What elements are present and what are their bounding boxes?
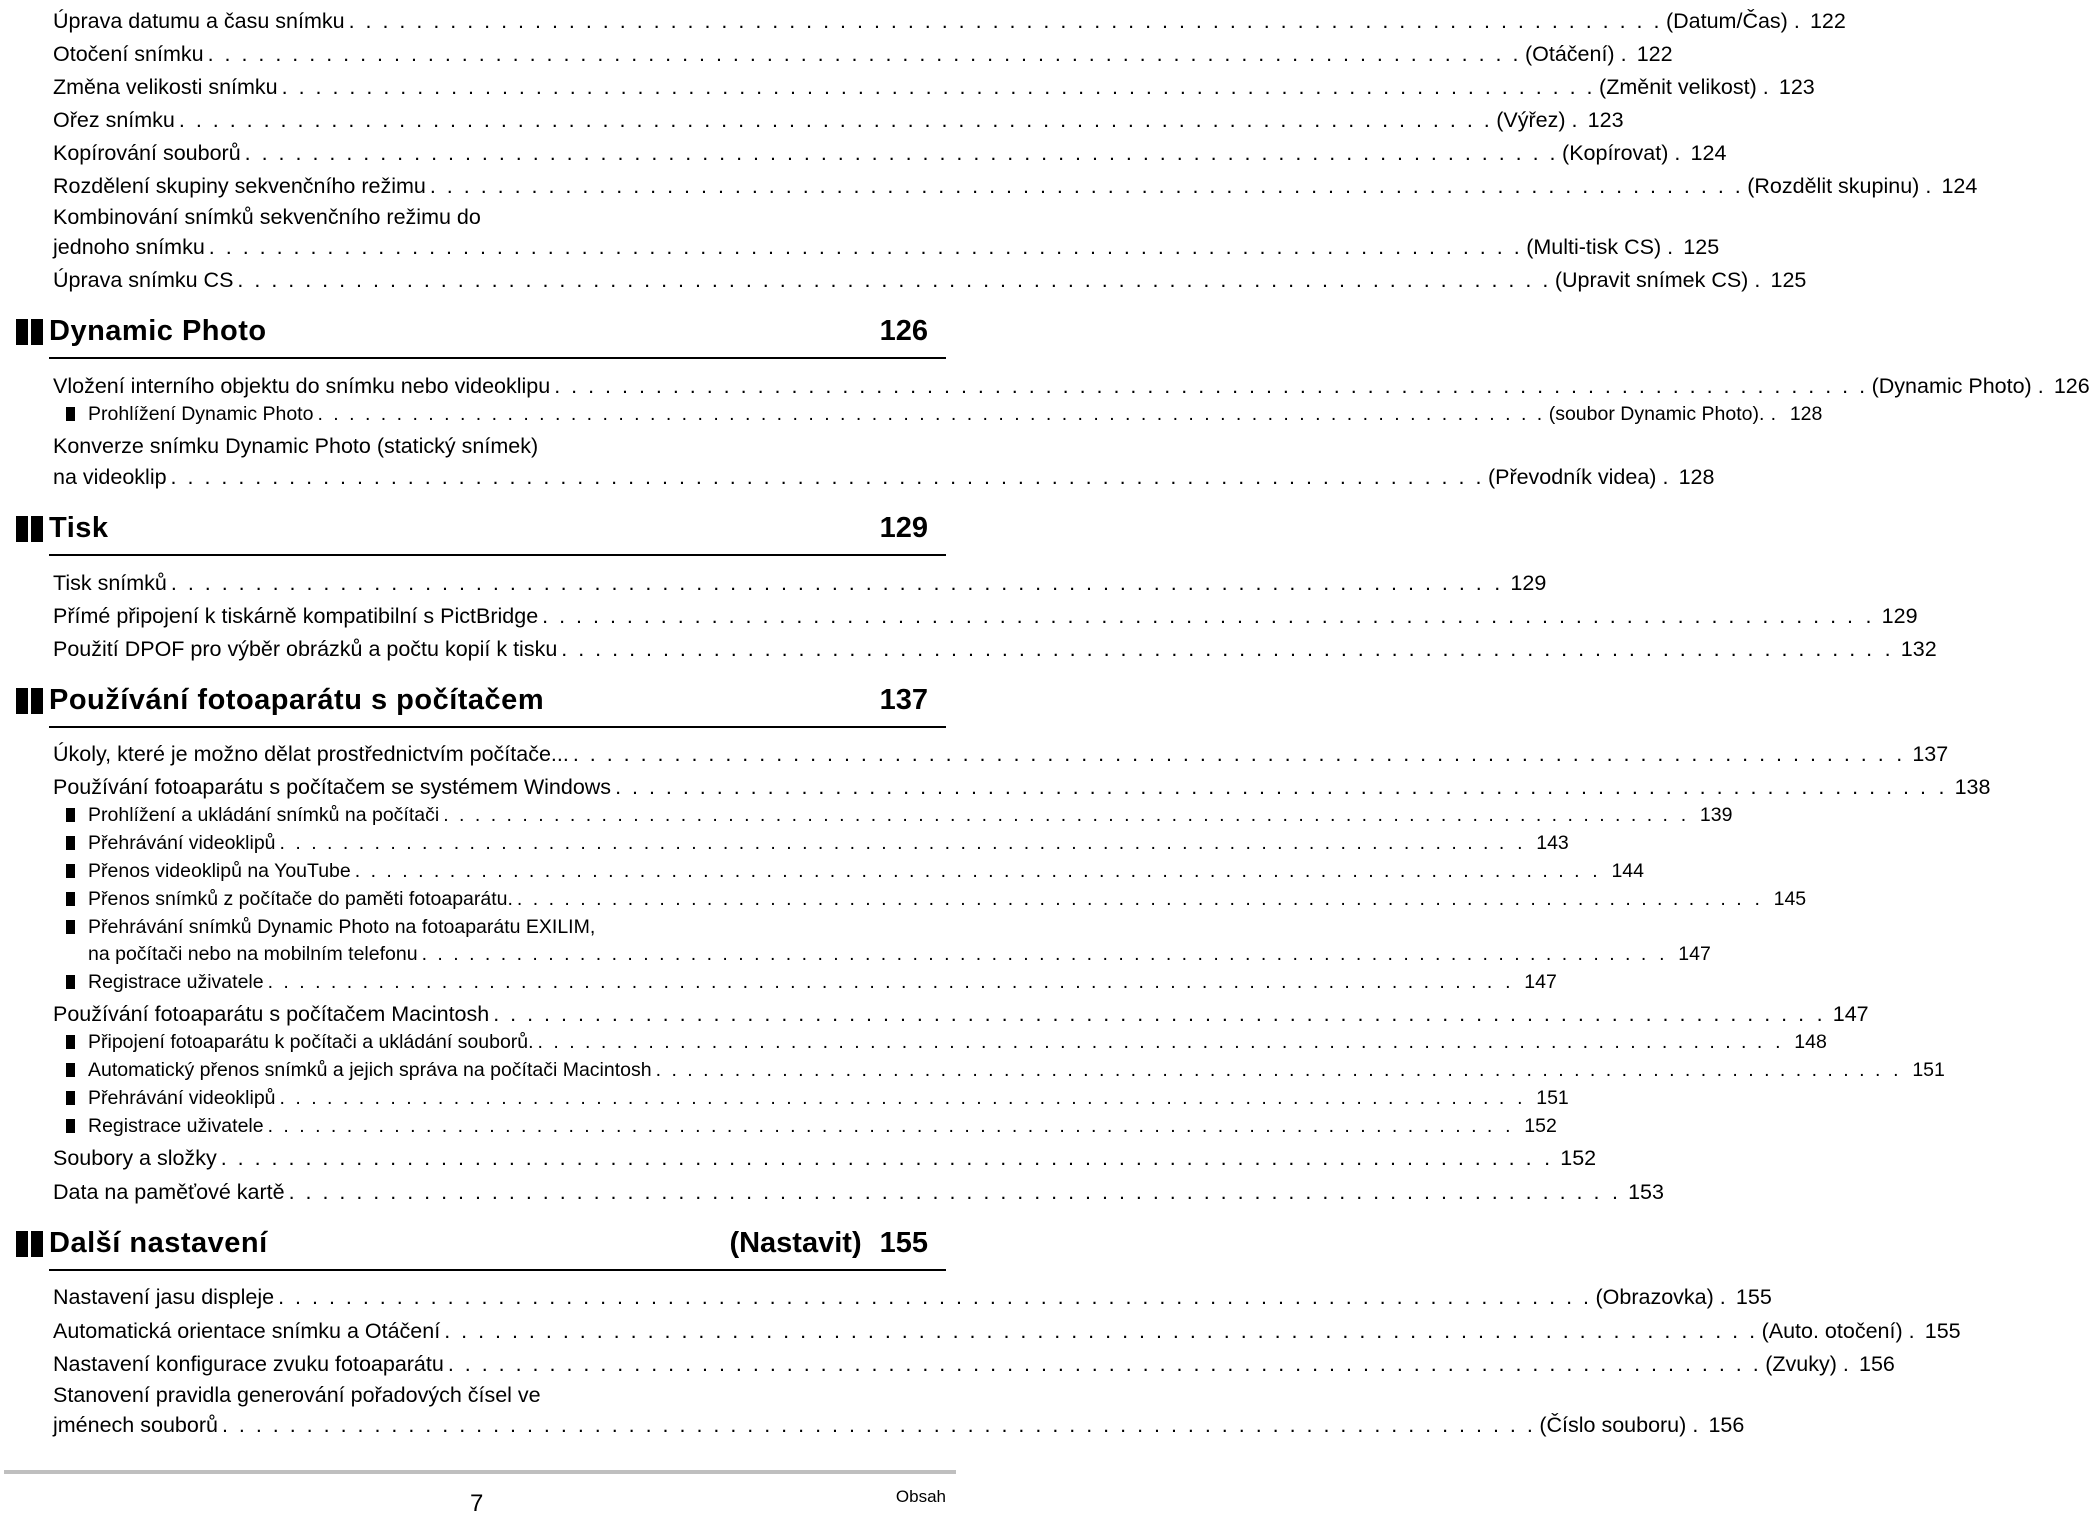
dot-leader: . . . . . . . . . . . . . . . . . . . . . . . . . . . . . . . . . . . . . . . . . . . . . . . . . . . . . . . . . . . . . . . . . . . . . . . . . . . . . .	[170, 571, 1485, 595]
toc-entry-title: Automatická orientace snímku a Otáčení	[53, 1319, 441, 1343]
section-heading[interactable]	[14, 502, 928, 558]
dot-leader: . . . . . . . . . . . . . . . . . . . . . . . . . . . . . . . . . . . . . . . . . . . . . . . . . . . . . . . . . . . . . . . . . . . . . . . . . . . . . .	[561, 637, 1875, 661]
dot-leader: . . . . . . . . . . . . . . . . . . . . . . . . . . . . . . . . . . . . . . . . . . . . . . . . . . . . . . . . . . . . . . . . . . . . . . . . . . . . . .	[443, 804, 1671, 826]
toc-entry-setting-name: (Kopírovat)	[1562, 141, 1669, 165]
toc-entry-setting-name: (Převodník videa)	[1487, 465, 1657, 489]
toc-entry[interactable]	[53, 37, 1673, 67]
page-separator: .	[1908, 1319, 1915, 1343]
toc-subentry	[66, 913, 928, 939]
toc-entry-setting-name: (Obrazovka)	[1595, 1285, 1714, 1309]
page-separator: .	[1865, 604, 1872, 628]
toc-entry-page: 152	[1560, 1146, 1597, 1170]
toc-entry-page: 128	[1789, 403, 1823, 425]
section-heading[interactable]	[14, 305, 928, 361]
toc-entry-page: 151	[1912, 1059, 1945, 1081]
chapter-name: Obsah	[895, 1487, 946, 1506]
section-heading[interactable]	[14, 1217, 928, 1273]
toc-entry-page: 128	[1678, 465, 1715, 489]
toc-entry-setting-name: (Číslo souboru)	[1539, 1413, 1687, 1437]
page-separator: .	[1517, 832, 1523, 854]
toc-subentry[interactable]	[66, 857, 1644, 883]
dot-leader: . . . . . . . . . . . . . . . . . . . . . . . . . . . . . . . . . . . . . . . . . . . . . . . . . . . . . . . . . . . . . . . . . . . . . . . . . . . . . .	[516, 888, 1745, 910]
section-title: Další nastavení	[49, 1227, 268, 1259]
toc-entry-title: na počítači nebo na mobilním telefonu	[88, 943, 418, 965]
section-underline	[49, 1269, 946, 1271]
square-bullet-icon	[66, 1091, 75, 1105]
toc-entry[interactable]	[53, 566, 1547, 596]
page-separator: .	[1775, 1031, 1781, 1053]
toc-entry-setting-name: (Datum/Čas)	[1665, 9, 1788, 33]
dot-leader: . . . . . . . . . . . . . . . . . . . . . . . . . . . . . . . . . . . . . . . . . . . . . . . . . . . . . . . . . . . . . . . . . . . . . . . . . . . . . .	[447, 1352, 1762, 1376]
toc-entry-page: 147	[1524, 971, 1557, 993]
toc-entry-title: Rozdělení skupiny sekvenčního režimu	[53, 174, 426, 198]
toc-entry-title: Použití DPOF pro výběr obrázků a počtu kopií k tisku	[53, 637, 558, 661]
square-bullet-icon	[66, 836, 75, 850]
toc-entry-setting-name: (soubor Dynamic Photo).	[1548, 403, 1765, 425]
toc-entry-page: 123	[1778, 75, 1815, 99]
section-marker-icon	[14, 319, 42, 345]
toc-entry-title: Ořez snímku	[53, 108, 175, 132]
toc-entry-title: Konverze snímku Dynamic Photo (statický snímek)	[53, 434, 539, 458]
section-underline	[49, 357, 946, 359]
toc-entry-page: 147	[1832, 1002, 1869, 1026]
toc-entry[interactable]	[53, 263, 1807, 293]
dot-leader: . . . . . . . . . . . . . . . . . . . . . . . . . . . . . . . . . . . . . . . . . . . . . . . . . . . . . . . . . . . . . . . . . . . . . . . . . . . . . .	[429, 174, 1744, 198]
page-separator: .	[1692, 1413, 1699, 1437]
section-heading[interactable]	[14, 674, 928, 730]
square-bullet-icon	[66, 920, 75, 934]
page-separator: .	[1505, 971, 1511, 993]
dot-leader: . . . . . . . . . . . . . . . . . . . . . . . . . . . . . . . . . . . . . . . . . . . . . . . . . . . . . . . . . . . . . . . . . . . . . . . . . . . . . .	[267, 971, 1495, 993]
page-separator: .	[1793, 9, 1800, 33]
toc-entry-page: 155	[1924, 1319, 1961, 1343]
section-setting-name: (Nastavit)	[729, 1227, 862, 1259]
page-separator: .	[1659, 943, 1665, 965]
footer-divider	[4, 1470, 956, 1474]
toc-entry[interactable]	[53, 369, 2090, 399]
dot-leader: . . . . . . . . . . . . . . . . . . . . . . . . . . . . . . . . . . . . . . . . . . . . . . . . . . . . . . . . . . . . . . . . . . . . . . . . . . . . . .	[554, 374, 1868, 398]
page-separator: .	[1517, 1087, 1523, 1109]
toc-entry-page: 129	[1881, 604, 1918, 628]
square-bullet-icon	[66, 808, 75, 822]
toc-entry-setting-name: (Auto. otočení)	[1761, 1319, 1903, 1343]
toc-entry	[53, 429, 928, 459]
toc-subentry[interactable]	[66, 1028, 1827, 1054]
toc-entry[interactable]	[53, 997, 1869, 1027]
page-separator: .	[1544, 1146, 1551, 1170]
toc-subentry[interactable]	[66, 885, 1807, 911]
page-separator: .	[2037, 374, 2044, 398]
toc-entry-page: 152	[1524, 1115, 1557, 1137]
page-separator: .	[1770, 403, 1777, 425]
toc-entry-page: 139	[1699, 804, 1733, 826]
dot-leader: . . . . . . . . . . . . . . . . . . . . . . . . . . . . . . . . . . . . . . . . . . . . . . . . . . . . . . . . . . . . . . . . . . . . . . . . . . . . . .	[279, 1087, 1507, 1109]
toc-entry-page: 125	[1770, 268, 1807, 292]
page-separator: .	[1719, 1285, 1726, 1309]
toc-entry-setting-name: (Výřez)	[1496, 108, 1566, 132]
toc-entry-setting-name: (Otáčení)	[1524, 42, 1615, 66]
toc-entry-page: 122	[1636, 42, 1673, 66]
page-separator: .	[1762, 75, 1769, 99]
dot-leader: . . . . . . . . . . . . . . . . . . . . . . . . . . . . . . . . . . . . . . . . . . . . . . . . . . . . . . . . . . . . . . . . . . . . . . . . . . . . . .	[537, 1031, 1765, 1053]
toc-entry[interactable]	[53, 1314, 1961, 1344]
dot-leader: . . . . . . . . . . . . . . . . . . . . . . . . . . . . . . . . . . . . . . . . . . . . . . . . . . . . . . . . . . . . . . . . . . . . . . . . . . . . . .	[542, 604, 1856, 628]
toc-subentry[interactable]	[66, 400, 1823, 426]
toc-entry	[53, 200, 928, 230]
toc-entry-setting-name: (Upravit snímek CS)	[1554, 268, 1749, 292]
toc-entry-page: 148	[1794, 1031, 1827, 1053]
dot-leader: . . . . . . . . . . . . . . . . . . . . . . . . . . . . . . . . . . . . . . . . . . . . . . . . . . . . . . . . . . . . . . . . . . . . . . . . . . . . . .	[207, 42, 1521, 66]
dot-leader: . . . . . . . . . . . . . . . . . . . . . . . . . . . . . . . . . . . . . . . . . . . . . . . . . . . . . . . . . . . . . . . . . . . . . . . . . . . . . .	[170, 465, 1484, 489]
section-title: Používání fotoaparátu s počítačem	[49, 684, 545, 716]
dot-leader: . . . . . . . . . . . . . . . . . . . . . . . . . . . . . . . . . . . . . . . . . . . . . . . . . . . . . . . . . . . . . . . . . . . . . . . . . . . . . .	[279, 832, 1507, 854]
toc-entry-title: Úprava snímku CS	[53, 268, 234, 292]
toc-entry-title: jménech souborů	[53, 1413, 218, 1437]
toc-entry-title: Přenos snímků z počítače do paměti fotoaparátu.	[88, 888, 513, 910]
page-separator: .	[1662, 465, 1669, 489]
toc-entry[interactable]	[53, 136, 1727, 166]
toc-entry[interactable]	[53, 70, 1815, 100]
page-separator: .	[1505, 1115, 1511, 1137]
toc-entry-page: 156	[1708, 1413, 1745, 1437]
square-bullet-icon	[66, 1063, 75, 1077]
page-separator: .	[1754, 888, 1760, 910]
page-separator: .	[1893, 1059, 1899, 1081]
page-separator: .	[1571, 108, 1578, 132]
toc-entry[interactable]	[53, 169, 1978, 199]
section-underline	[49, 726, 946, 728]
dot-leader: . . . . . . . . . . . . . . . . . . . . . . . . . . . . . . . . . . . . . . . . . . . . . . . . . . . . . . . . . . . . . . . . . . . . . . . . . . . . . .	[572, 742, 1887, 766]
page-separator: .	[1592, 860, 1598, 882]
section-title: Tisk	[49, 512, 109, 544]
dot-leader: . . . . . . . . . . . . . . . . . . . . . . . . . . . . . . . . . . . . . . . . . . . . . . . . . . . . . . . . . . . . . . . . . . . . . . . . . . . . . .	[208, 235, 1523, 259]
toc-entry-title: Registrace uživatele	[88, 971, 264, 993]
square-bullet-icon	[66, 892, 75, 906]
toc-entry-title: Přehrávání videoklipů	[88, 832, 276, 854]
dot-leader: . . . . . . . . . . . . . . . . . . . . . . . . . . . . . . . . . . . . . . . . . . . . . . . . . . . . . . . . . . . . . . . . . . . . . . . . . . . . . .	[267, 1115, 1495, 1137]
toc-entry-page: 123	[1587, 108, 1624, 132]
toc-entry-page: 144	[1611, 860, 1644, 882]
toc-entry-title: Přímé připojení k tiskárně kompatibilní s PictBridge	[53, 604, 539, 628]
toc-entry	[53, 1378, 928, 1408]
toc-entry-title: Automatický přenos snímků a jejich správa na počítači Macintosh	[88, 1059, 652, 1081]
page-separator: .	[1938, 775, 1945, 799]
dot-leader: . . . . . . . . . . . . . . . . . . . . . . . . . . . . . . . . . . . . . . . . . . . . . . . . . . . . . . . . . . . . . . . . . . . . . . . . . . . . . .	[348, 9, 1662, 33]
toc-entry-setting-name: (Změnit velikost)	[1599, 75, 1757, 99]
section-page	[880, 315, 928, 348]
toc-entry-title: Soubory a složky	[53, 1146, 217, 1170]
toc-entry-title: Data na paměťové kartě	[53, 1180, 285, 1204]
page-separator: .	[1620, 42, 1627, 66]
toc-entry-setting-name: (Multi-tisk CS)	[1526, 235, 1662, 259]
dot-leader: . . . . . . . . . . . . . . . . . . . . . . . . . . . . . . . . . . . . . . . . . . . . . . . . . . . . . . . . . . . . . . . . . . . . . . . . . . . . . .	[493, 1002, 1807, 1026]
section-marker-icon	[14, 688, 42, 714]
toc-entry-setting-name: (Dynamic Photo)	[1871, 374, 2032, 398]
toc-entry[interactable]	[53, 460, 1715, 490]
page-number: 7	[470, 1490, 484, 1517]
toc-entry-title: Přenos videoklipů na YouTube	[88, 860, 351, 882]
dot-leader: . . . . . . . . . . . . . . . . . . . . . . . . . . . . . . . . . . . . . . . . . . . . . . . . . . . . . . . . . . . . . . . . . . . . . . . . . . . . . .	[615, 775, 1929, 799]
section-title: Dynamic Photo	[49, 315, 267, 347]
toc-entry-title: Tisk snímků	[53, 571, 167, 595]
toc-entry[interactable]	[53, 1408, 1745, 1438]
toc-entry[interactable]	[53, 737, 1949, 767]
toc-entry-title: Používání fotoaparátu s počítačem Macintosh	[53, 1002, 490, 1026]
page-separator: .	[1667, 235, 1674, 259]
toc-entry-page: 125	[1683, 235, 1720, 259]
section-marker-icon	[14, 1231, 42, 1257]
toc-entry-page: 147	[1678, 943, 1711, 965]
section-page-number: 155	[879, 1227, 928, 1259]
dot-leader: . . . . . . . . . . . . . . . . . . . . . . . . . . . . . . . . . . . . . . . . . . . . . . . . . . . . . . . . . . . . . . . . . . . . . . . . . . . . . .	[354, 860, 1582, 882]
toc-entry-page: 155	[1735, 1285, 1772, 1309]
toc-entry-title: Používání fotoaparátu s počítačem se systémem Windows	[53, 775, 612, 799]
page-separator: .	[1680, 804, 1687, 826]
dot-leader: . . . . . . . . . . . . . . . . . . . . . . . . . . . . . . . . . . . . . . . . . . . . . . . . . . . . . . . . . . . . . . . . . . . . . . . . . . . . . .	[655, 1059, 1883, 1081]
toc-entry-page: 143	[1536, 832, 1569, 854]
dot-leader: . . . . . . . . . . . . . . . . . . . . . . . . . . . . . . . . . . . . . . . . . . . . . . . . . . . . . . . . . . . . . . . . . . . . . . . . . . . . . .	[237, 268, 1551, 292]
toc-entry-page: 132	[1900, 637, 1937, 661]
square-bullet-icon	[66, 407, 75, 421]
toc-entry-title: Úprava datumu a času snímku	[53, 9, 345, 33]
page-separator: .	[1884, 637, 1891, 661]
page-separator: .	[1816, 1002, 1823, 1026]
section-page-number: 129	[879, 512, 928, 544]
page-separator: .	[1611, 1180, 1618, 1204]
section-page	[880, 512, 928, 545]
toc-entry-title: Otočení snímku	[53, 42, 204, 66]
toc-entry-title: Prohlížení Dynamic Photo	[88, 403, 314, 425]
page-separator: .	[1842, 1352, 1849, 1376]
toc-entry-title: Stanovení pravidla generování pořadových čísel ve	[53, 1383, 541, 1407]
toc-entry-title: na videoklip	[53, 465, 167, 489]
toc-entry-title: Kombinování snímků sekvenčního režimu do	[53, 205, 481, 229]
toc-entry[interactable]	[53, 4, 1846, 34]
page-separator: .	[1754, 268, 1761, 292]
toc-subentry[interactable]	[66, 1112, 1557, 1138]
toc-entry-page: 138	[1954, 775, 1991, 799]
toc-subentry[interactable]	[66, 968, 1557, 994]
toc-subentry[interactable]	[66, 829, 1569, 855]
toc-entry-setting-name: (Zvuky)	[1765, 1352, 1837, 1376]
toc-entry-title: Přehrávání snímků Dynamic Photo na fotoaparátu EXILIM,	[88, 916, 596, 938]
square-bullet-icon	[66, 1119, 75, 1133]
toc-entry[interactable]	[53, 1280, 1772, 1310]
toc-entry-title: Registrace uživatele	[88, 1115, 264, 1137]
dot-leader: . . . . . . . . . . . . . . . . . . . . . . . . . . . . . . . . . . . . . . . . . . . . . . . . . . . . . . . . . . . . . . . . . . . . . . . . . . . . . .	[178, 108, 1493, 132]
section-page-number: 126	[879, 315, 928, 347]
dot-leader: . . . . . . . . . . . . . . . . . . . . . . . . . . . . . . . . . . . . . . . . . . . . . . . . . . . . . . . . . . . . . . . . . . . . . . . . . . . . . .	[444, 1319, 1758, 1343]
toc-subentry[interactable]	[66, 801, 1733, 827]
toc-entry[interactable]	[53, 599, 1918, 629]
toc-entry-title: Prohlížení a ukládání snímků na počítači	[88, 804, 440, 826]
toc-entry[interactable]	[53, 103, 1624, 133]
toc-entry-page: 122	[1809, 9, 1846, 33]
toc-entry-title: Připojení fotoaparátu k počítači a ukládání souborů.	[88, 1031, 534, 1053]
toc-entry-page: 124	[1690, 141, 1727, 165]
page-separator: .	[1494, 571, 1501, 595]
toc-entry-page: 145	[1773, 888, 1807, 910]
toc-entry-page: 126	[2053, 374, 2090, 398]
dot-leader: . . . . . . . . . . . . . . . . . . . . . . . . . . . . . . . . . . . . . . . . . . . . . . . . . . . . . . . . . . . . . . . . . . . . . . . . . . . . . .	[244, 141, 1559, 165]
toc-entry-title: jednoho snímku	[53, 235, 205, 259]
toc-entry-page: 156	[1859, 1352, 1895, 1376]
section-page	[880, 684, 928, 717]
toc-entry-page: 129	[1510, 571, 1547, 595]
toc-subentry[interactable]	[66, 1056, 1945, 1082]
dot-leader: . . . . . . . . . . . . . . . . . . . . . . . . . . . . . . . . . . . . . . . . . . . . . . . . . . . . . . . . . . . . . . . . . . . . . . . . . . . . . .	[221, 1413, 1536, 1437]
section-marker-icon	[14, 516, 42, 542]
toc-entry-title: Přehrávání videoklipů	[88, 1087, 276, 1109]
page-separator: .	[1896, 742, 1903, 766]
toc-subentry[interactable]	[66, 1084, 1569, 1110]
dot-leader: . . . . . . . . . . . . . . . . . . . . . . . . . . . . . . . . . . . . . . . . . . . . . . . . . . . . . . . . . . . . . . . . . . . . . . . . . . . . . .	[278, 1285, 1592, 1309]
section-page-number: 137	[879, 684, 928, 716]
square-bullet-icon	[66, 1035, 75, 1049]
dot-leader: . . . . . . . . . . . . . . . . . . . . . . . . . . . . . . . . . . . . . . . . . . . . . . . . . . . . . . . . . . . . . . . . . . . . . . . . . . . . . .	[317, 403, 1545, 425]
toc-entry-page: 151	[1536, 1087, 1569, 1109]
toc-entry[interactable]	[53, 1347, 1895, 1377]
toc-entry-page: 153	[1628, 1180, 1664, 1204]
toc-entry-page: 124	[1941, 174, 1978, 198]
toc-entry[interactable]	[53, 1175, 1664, 1205]
toc-entry[interactable]	[53, 770, 1991, 800]
dot-leader: . . . . . . . . . . . . . . . . . . . . . . . . . . . . . . . . . . . . . . . . . . . . . . . . . . . . . . . . . . . . . . . . . . . . . . . . . . . . . .	[281, 75, 1596, 99]
toc-entry-page: 137	[1912, 742, 1949, 766]
square-bullet-icon	[66, 975, 75, 989]
dot-leader: . . . . . . . . . . . . . . . . . . . . . . . . . . . . . . . . . . . . . . . . . . . . . . . . . . . . . . . . . . . . . . . . . . . . . . . . . . . . . .	[421, 943, 1649, 965]
section-underline	[49, 554, 946, 556]
page-separator: .	[1674, 141, 1681, 165]
dot-leader: . . . . . . . . . . . . . . . . . . . . . . . . . . . . . . . . . . . . . . . . . . . . . . . . . . . . . . . . . . . . . . . . . . . . . . . . . . . . . .	[220, 1146, 1535, 1170]
toc-entry-title: Změna velikosti snímku	[53, 75, 278, 99]
dot-leader: . . . . . . . . . . . . . . . . . . . . . . . . . . . . . . . . . . . . . . . . . . . . . . . . . . . . . . . . . . . . . . . . . . . . . . . . . . . . . .	[288, 1180, 1602, 1204]
toc-subentry[interactable]	[66, 940, 1711, 966]
section-page	[729, 1227, 928, 1260]
toc-entry[interactable]	[53, 632, 1937, 662]
toc-entry-title: Úkoly, které je možno dělat prostřednictvím počítače...	[53, 742, 569, 766]
toc-entry-setting-name: (Rozdělit skupinu)	[1747, 174, 1920, 198]
page-separator: .	[1925, 174, 1932, 198]
toc-entry-title: Nastavení konfigurace zvuku fotoaparátu	[53, 1352, 444, 1376]
square-bullet-icon	[66, 864, 75, 878]
toc-entry-title: Kopírování souborů	[53, 141, 241, 165]
toc-entry[interactable]	[53, 230, 1720, 260]
toc-entry[interactable]	[53, 1141, 1597, 1171]
toc-entry-title: Nastavení jasu displeje	[53, 1285, 275, 1309]
toc-entry-title: Vložení interního objektu do snímku nebo videoklipu	[53, 374, 551, 398]
